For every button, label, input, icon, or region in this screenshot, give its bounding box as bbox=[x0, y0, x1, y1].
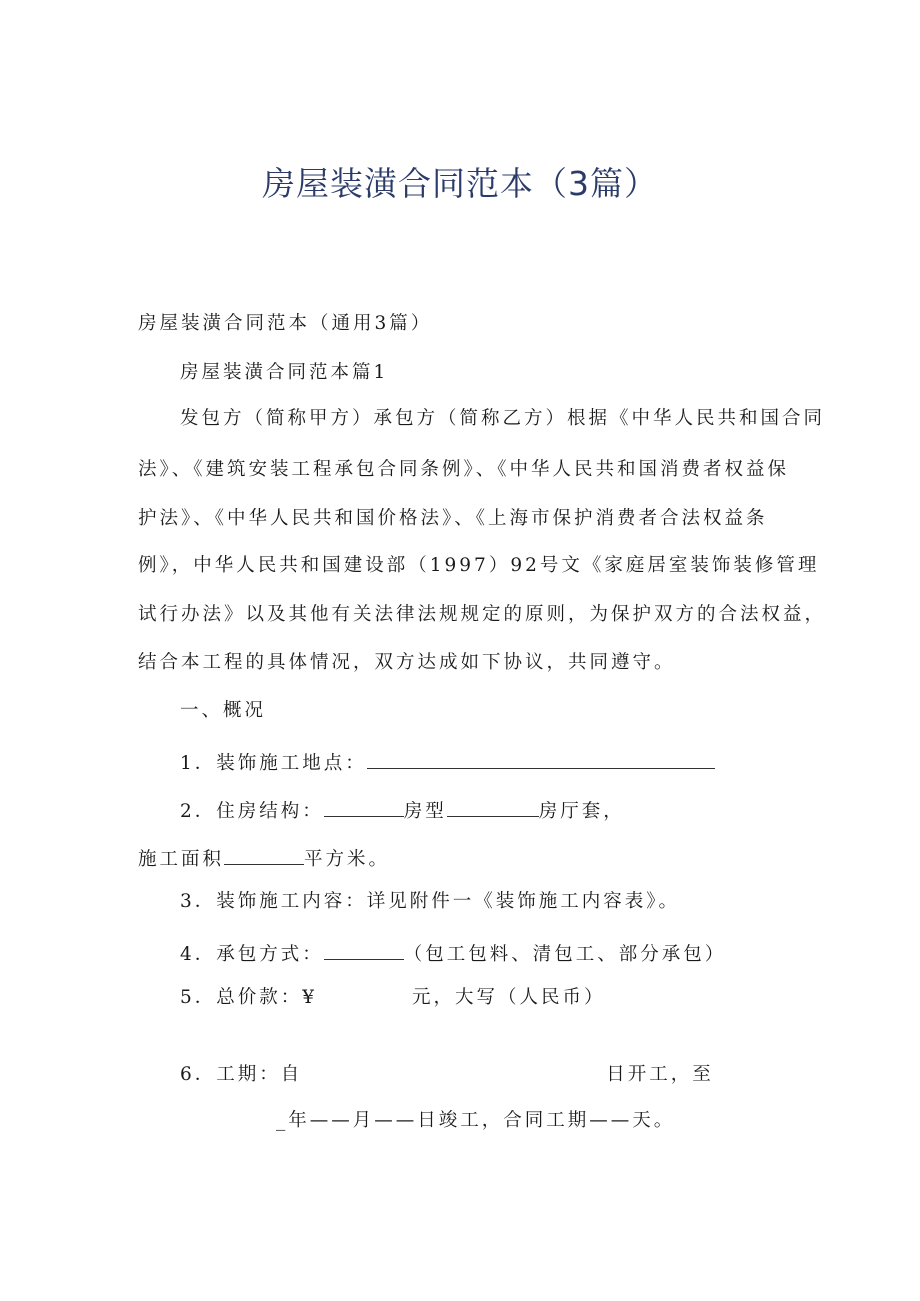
area-blank[interactable] bbox=[224, 846, 304, 865]
room-type-label: 房型 bbox=[403, 801, 447, 822]
total-price-label: 5．总价款：¥ bbox=[180, 987, 318, 1008]
location-blank[interactable] bbox=[367, 750, 715, 769]
duration-end-line: _年——月——日竣工，合同工期——天。 bbox=[276, 1110, 676, 1131]
document-title: 房屋装潢合同范本（3篇） bbox=[262, 164, 658, 203]
item-content: 3．装饰施工内容：详见附件一《装饰施工内容表》。 bbox=[180, 891, 681, 912]
intro-paragraph-line: 试行办法》以及其他有关法律法规规定的原则，为保护双方的合法权益， bbox=[138, 604, 827, 625]
contract-mode-label: 4．承包方式： bbox=[180, 944, 324, 965]
item-area bbox=[138, 846, 390, 870]
intro-paragraph-line: 例》，中华人民共和国建设部（1997）92号文《家庭居室装饰装修管理 bbox=[138, 555, 820, 576]
item-location bbox=[180, 750, 715, 774]
overview-heading: 一、概况 bbox=[180, 700, 267, 721]
intro-paragraph-line: 结合本工程的具体情况，双方达成如下协议，共同遵守。 bbox=[138, 652, 676, 673]
total-price-currency: 元，大写（人民币） bbox=[412, 987, 606, 1008]
item-structure-label: 2．住房结构： bbox=[180, 801, 324, 822]
contract-mode-options: （包工包料、清包工、部分承包） bbox=[403, 944, 727, 965]
intro-paragraph-line: 法》、《建筑安装工程承包合同条例》、《中华人民共和国消费者权益保 bbox=[138, 459, 790, 480]
item-total-price bbox=[180, 989, 606, 1008]
intro-paragraph-line: 护法》、《中华人民共和国价格法》、《上海市保护消费者合法权益条 bbox=[138, 508, 768, 529]
item-location-label: 1．装饰施工地点： bbox=[180, 753, 367, 774]
structure-blank[interactable] bbox=[324, 798, 404, 817]
room-type-blank[interactable] bbox=[447, 798, 539, 817]
item-contract-mode bbox=[180, 941, 726, 965]
section-heading: 房屋装潢合同范本篇1 bbox=[180, 362, 389, 383]
room-hall-label: 房厅套， bbox=[538, 801, 625, 822]
document-subtitle: 房屋装潢合同范本（通用3篇） bbox=[138, 313, 433, 334]
area-label: 施工面积 bbox=[138, 849, 225, 870]
item-structure bbox=[180, 798, 625, 822]
area-unit: 平方米。 bbox=[304, 849, 391, 870]
contract-mode-blank[interactable] bbox=[324, 941, 404, 960]
duration-label: 6．工期：自 bbox=[180, 1064, 303, 1085]
item-duration bbox=[180, 1066, 714, 1085]
duration-start-suffix: 日开工，至 bbox=[606, 1064, 714, 1085]
intro-paragraph-line: 发包方（简称甲方）承包方（简称乙方）根据《中华人民共和国合同 bbox=[180, 408, 826, 429]
